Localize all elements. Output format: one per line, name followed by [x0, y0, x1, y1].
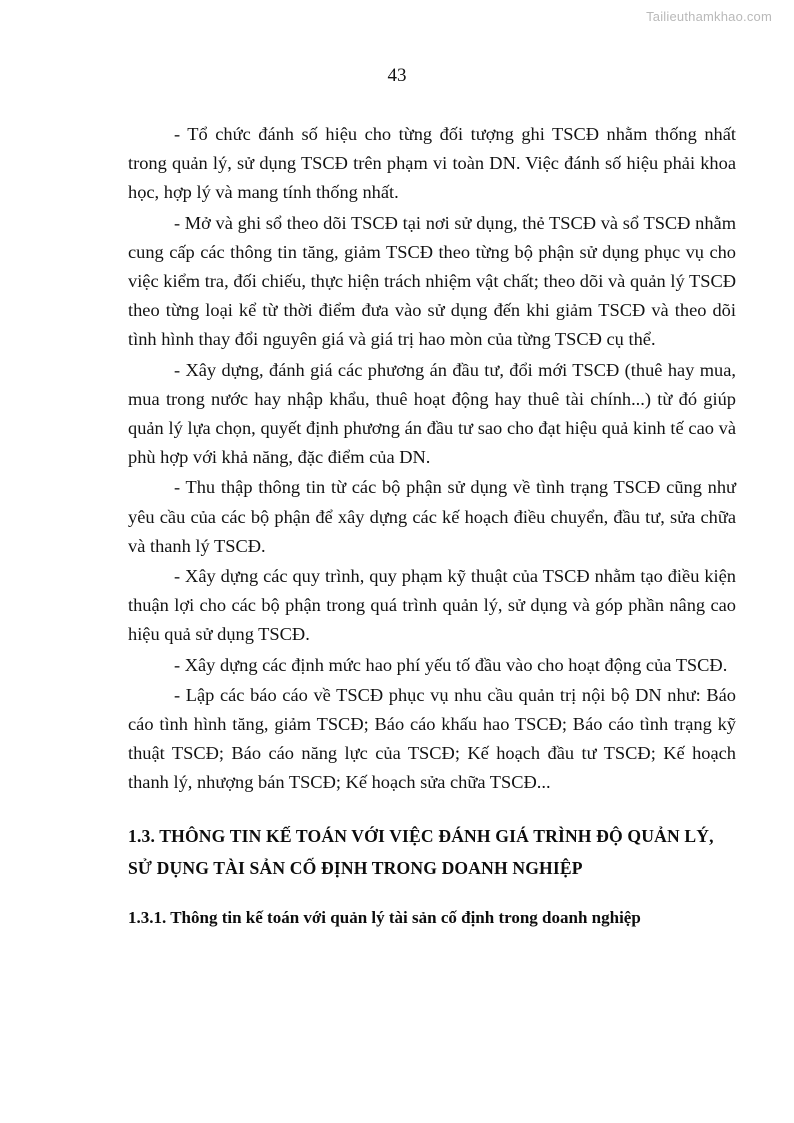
section-heading-1-3: 1.3. THÔNG TIN KẾ TOÁN VỚI VIỆC ĐÁNH GIÁ TRÌNH ĐỘ QUẢN LÝ, SỬ DỤNG TÀI SẢN CỐ ĐỊNH TRONG DOANH NGHIỆP: [128, 825, 714, 878]
body-paragraph: - Thu thập thông tin từ các bộ phận sử dụng về tình trạng TSCĐ cũng như yêu cầu của các bộ phận để xây dựng các kế hoạch điều chuyển, đầu tư, sửa chữa và thanh lý TSCĐ.: [128, 477, 736, 556]
body-paragraph: - Xây dựng các định mức hao phí yếu tố đầu vào cho hoạt động của TSCĐ.: [174, 654, 728, 675]
section-heading-1-3-1: 1.3.1. Thông tin kế toán với quản lý tài sản cố định trong doanh nghiệp: [128, 907, 641, 927]
watermark-text: Tailieuthamkhao.com: [646, 9, 772, 24]
page-content: [128, 120, 736, 932]
page-number: 43: [387, 65, 407, 86]
body-paragraph: - Tổ chức đánh số hiệu cho từng đối tượng ghi TSCĐ nhằm thống nhất trong quản lý, sử dụng TSCĐ trên phạm vi toàn DN. Việc đánh số hiệu phải khoa học, hợp lý và mang tính thống nhất.: [128, 124, 736, 203]
body-paragraph: - Lập các báo cáo về TSCĐ phục vụ nhu cầu quản trị nội bộ DN như: Báo cáo tình hình tăng, giảm TSCĐ; Báo cáo khấu hao TSCĐ; Báo cáo tình trạng kỹ thuật TSCĐ; Báo cáo năng lực của TSCĐ; Kế hoạch đầu tư TSCĐ; Kế hoạch thanh lý, nhượng bán TSCĐ; Kế hoạch sửa chữa TSCĐ...: [128, 684, 736, 793]
body-paragraph: - Xây dựng các quy trình, quy phạm kỹ thuật của TSCĐ nhằm tạo điều kiện thuận lợi cho các bộ phận trong quá trình quản lý, sử dụng và góp phần nâng cao hiệu quả sử dụng TSCĐ.: [128, 566, 736, 645]
body-paragraph: - Mở và ghi sổ theo dõi TSCĐ tại nơi sử dụng, thẻ TSCĐ và sổ TSCĐ nhằm cung cấp các thông tin tăng, giảm TSCĐ theo từng bộ phận sử dụng phục vụ cho việc kiểm tra, đối chiếu, thực hiện trách nhiệm vật chất; theo dõi và quản lý TSCĐ theo từng loại kể từ thời điểm đưa vào sử dụng đến khi giảm TSCĐ và theo dõi tình hình thay đổi nguyên giá và giá trị hao mòn của từng TSCĐ cụ thể.: [128, 212, 736, 350]
body-paragraph: - Xây dựng, đánh giá các phương án đầu tư, đổi mới TSCĐ (thuê hay mua, mua trong nước hay nhập khẩu, thuê hoạt động hay thuê tài chính...) từ đó giúp quản lý lựa chọn, quyết định phương án đầu tư sao cho đạt hiệu quả kinh tế cao và phù hợp với khả năng, đặc điểm của DN.: [128, 359, 736, 468]
